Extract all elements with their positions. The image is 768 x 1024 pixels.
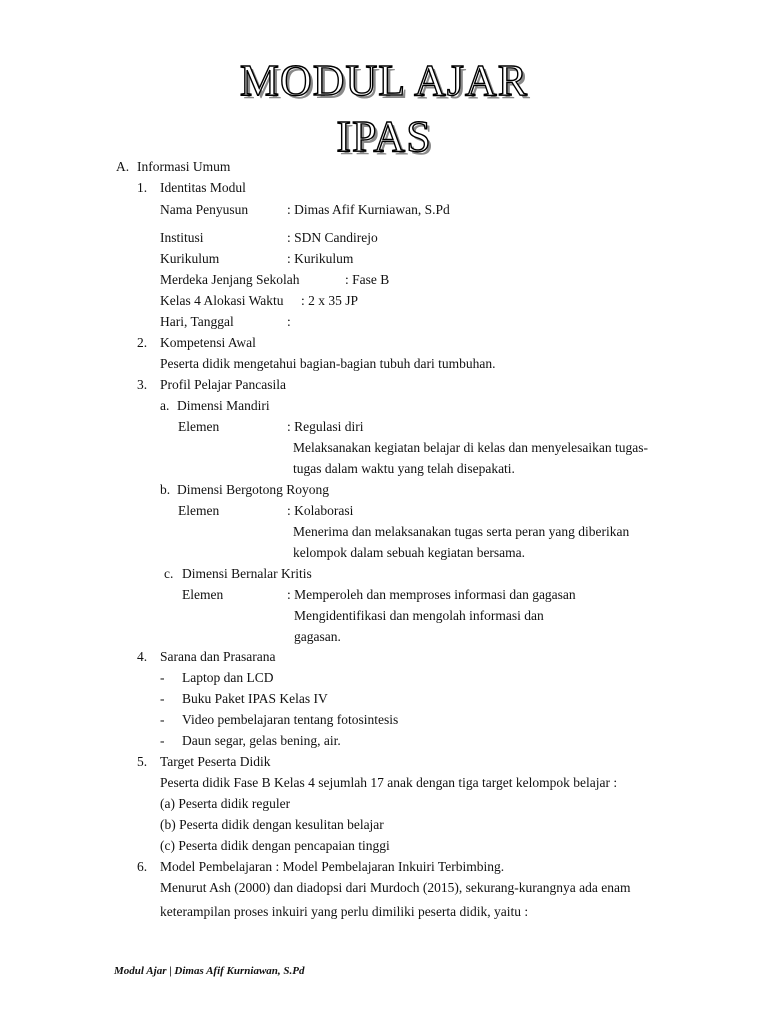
dimension-b-marker: b. bbox=[160, 482, 171, 497]
list-bullet: - bbox=[160, 691, 165, 706]
item-2-number: 2. bbox=[137, 335, 148, 350]
list-item: Buku Paket IPAS Kelas IV bbox=[182, 691, 328, 706]
dimension-a-description-line2: tugas dalam waktu yang telah disepakati. bbox=[293, 461, 515, 476]
kompetensi-awal-text: Peserta didik mengetahui bagian-bagian tubuh dari tumbuhan. bbox=[160, 356, 496, 371]
list-bullet: - bbox=[160, 670, 165, 685]
identity-label-institusi: Institusi bbox=[160, 230, 204, 245]
list-item: Daun segar, gelas bening, air. bbox=[182, 733, 341, 748]
list-bullet: - bbox=[160, 712, 165, 727]
list-item: Video pembelajaran tentang fotosintesis bbox=[182, 712, 399, 727]
item-2-heading: Kompetensi Awal bbox=[160, 335, 256, 350]
identity-value-kurikulum: : Kurikulum bbox=[287, 251, 354, 266]
document-title-line2: IPAS bbox=[336, 112, 432, 161]
target-group-a: (a) Peserta didik reguler bbox=[160, 796, 291, 811]
target-group-b: (b) Peserta didik dengan kesulitan belajar bbox=[160, 817, 384, 832]
dimension-b-heading: Dimensi Bergotong Royong bbox=[177, 482, 330, 497]
dimension-b-element-label: Elemen bbox=[178, 503, 220, 518]
dimension-a-description-line1: Melaksanakan kegiatan belajar di kelas dan menyelesaikan tugas- bbox=[293, 440, 648, 455]
item-4-number: 4. bbox=[137, 649, 148, 664]
page-footer: Modul Ajar | Dimas Afif Kurniawan, S.Pd bbox=[114, 965, 305, 977]
identity-label-kurikulum: Kurikulum bbox=[160, 251, 220, 266]
item-5-number: 5. bbox=[137, 754, 148, 769]
dimension-c-element-label: Elemen bbox=[182, 587, 224, 602]
identity-value-hari-tanggal: : bbox=[287, 314, 291, 329]
item-1-heading: Identitas Modul bbox=[160, 180, 246, 195]
dimension-b-element-value: : Kolaborasi bbox=[287, 503, 354, 518]
item-3-number: 3. bbox=[137, 377, 148, 392]
dimension-b-description-line1: Menerima dan melaksanakan tugas serta peran yang diberikan bbox=[293, 524, 630, 539]
identity-label-alokasi-waktu: Kelas 4 Alokasi Waktu bbox=[160, 293, 284, 308]
dimension-c-heading: Dimensi Bernalar Kritis bbox=[182, 566, 312, 581]
item-6-heading: Model Pembelajaran : Model Pembelajaran Inkuiri Terbimbing. bbox=[160, 859, 505, 874]
identity-value-alokasi-waktu: : 2 x 35 JP bbox=[301, 293, 359, 308]
identity-label-nama-penyusun: Nama Penyusun bbox=[160, 202, 249, 217]
dimension-b-description-line2: kelompok dalam sebuah kegiatan bersama. bbox=[293, 545, 526, 560]
item-5-heading: Target Peserta Didik bbox=[160, 754, 271, 769]
identity-label-hari-tanggal: Hari, Tanggal bbox=[160, 314, 234, 329]
list-bullet: - bbox=[160, 733, 165, 748]
target-description: Peserta didik Fase B Kelas 4 sejumlah 17 anak dengan tiga target kelompok belajar : bbox=[160, 775, 618, 790]
item-6-number: 6. bbox=[137, 859, 148, 874]
model-description-line2: keterampilan proses inkuiri yang perlu dimiliki peserta didik, yaitu : bbox=[160, 904, 529, 919]
dimension-a-marker: a. bbox=[160, 398, 170, 413]
section-a-heading: Informasi Umum bbox=[137, 159, 231, 174]
identity-label-jenjang: Merdeka Jenjang Sekolah bbox=[160, 272, 300, 287]
dimension-c-marker: c. bbox=[164, 566, 174, 581]
list-item: Laptop dan LCD bbox=[182, 670, 274, 685]
model-description-line1: Menurut Ash (2000) dan diadopsi dari Murdoch (2015), sekurang-kurangnya ada enam bbox=[160, 880, 631, 895]
dimension-a-heading: Dimensi Mandiri bbox=[177, 398, 270, 413]
identity-value-institusi: : SDN Candirejo bbox=[287, 230, 378, 245]
section-a-marker: A. bbox=[116, 159, 130, 174]
target-group-c: (c) Peserta didik dengan pencapaian tinggi bbox=[160, 838, 390, 853]
dimension-a-element-label: Elemen bbox=[178, 419, 220, 434]
identity-value-nama-penyusun: : Dimas Afif Kurniawan, S.Pd bbox=[287, 202, 450, 217]
dimension-c-element-value: : Memperoleh dan memproses informasi dan gagasan bbox=[287, 587, 576, 602]
item-3-heading: Profil Pelajar Pancasila bbox=[160, 377, 286, 392]
identity-value-jenjang: : Fase B bbox=[345, 272, 390, 287]
item-1-number: 1. bbox=[137, 180, 148, 195]
dimension-c-description-line2: gagasan. bbox=[294, 629, 341, 644]
dimension-a-element-value: : Regulasi diri bbox=[287, 419, 364, 434]
dimension-c-description-line1: Mengidentifikasi dan mengolah informasi dan bbox=[294, 608, 544, 623]
item-4-heading: Sarana dan Prasarana bbox=[160, 649, 276, 664]
document-title-line1: MODUL AJAR bbox=[239, 56, 529, 105]
